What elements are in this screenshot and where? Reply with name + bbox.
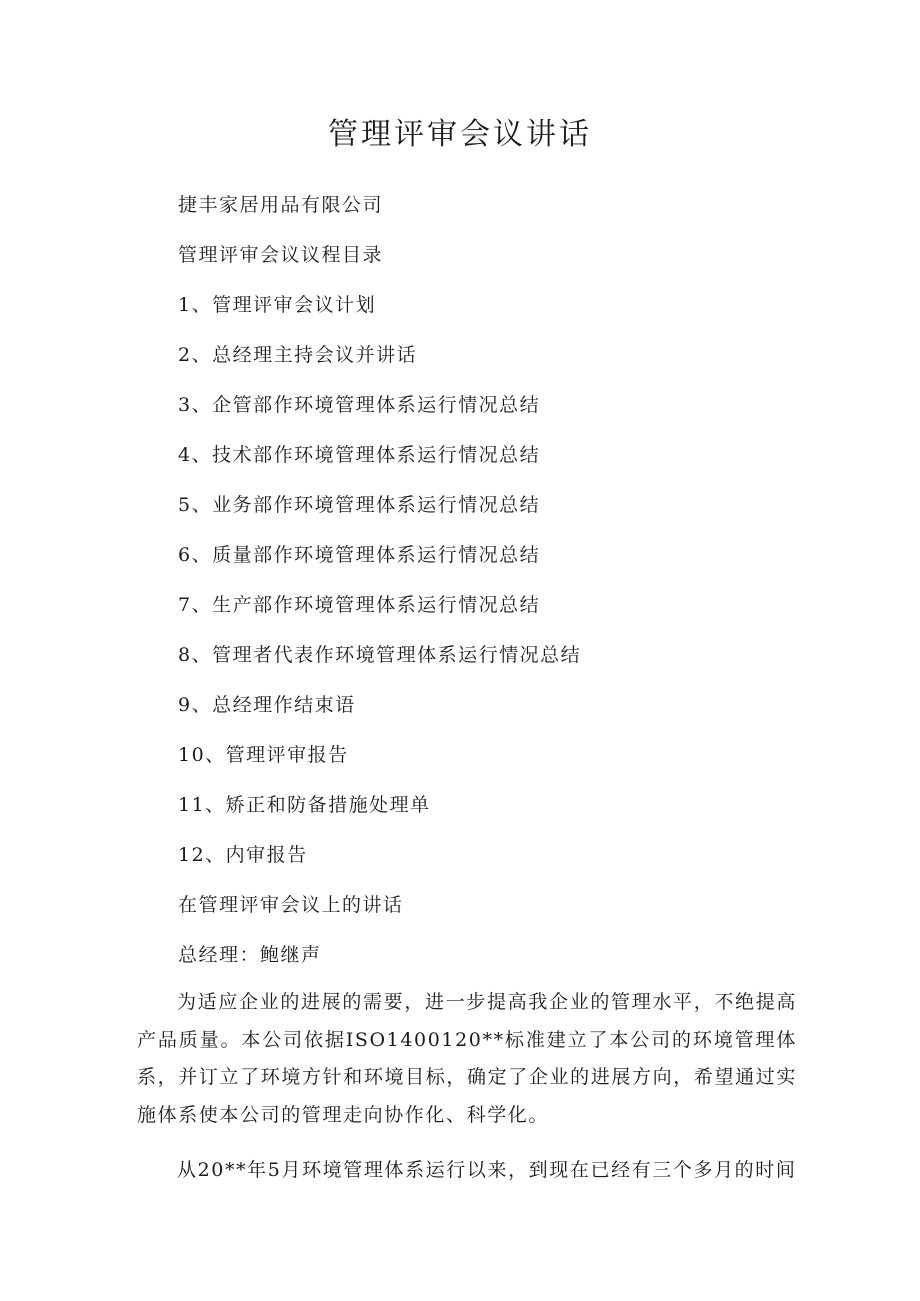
agenda-item: 5、业务部作环境管理体系运行情况总结 bbox=[178, 494, 541, 516]
agenda-item: 12、内审报告 bbox=[178, 844, 308, 866]
agenda-item: 4、技术部作环境管理体系运行情况总结 bbox=[178, 444, 541, 466]
agenda-item: 10、管理评审报告 bbox=[178, 744, 349, 766]
speaker-line: 总经理：鲍继声 bbox=[178, 944, 322, 966]
body-paragraph: 为适应企业的进展的需要，进一步提高我企业的管理水平，不绝提高产品质量。本公司依据ISO1400120**标准建立了本公司的环境管理体系，并订立了环境方针和环境目标，确定了企业的进展方向，希望通过实施体系使本公司的管理走向协作化、科学化。 bbox=[137, 991, 797, 1126]
agenda-item: 8、管理者代表作环境管理体系运行情况总结 bbox=[178, 644, 582, 666]
document-title: 管理评审会议讲话 bbox=[328, 117, 592, 152]
agenda-item: 2、总经理主持会议并讲话 bbox=[178, 344, 418, 366]
agenda-item: 1、管理评审会议计划 bbox=[178, 294, 377, 316]
agenda-item: 7、生产部作环境管理体系运行情况总结 bbox=[178, 594, 541, 616]
agenda-item: 9、总经理作结束语 bbox=[178, 694, 356, 716]
agenda-item: 3、企管部作环境管理体系运行情况总结 bbox=[178, 394, 541, 416]
agenda-item: 6、质量部作环境管理体系运行情况总结 bbox=[178, 544, 541, 566]
agenda-item: 11、矫正和防备措施处理单 bbox=[178, 794, 431, 816]
company-name: 捷丰家居用品有限公司 bbox=[178, 194, 384, 216]
body-paragraph: 从20**年5月环境管理体系运行以来，到现在已经有三个多月的时间 bbox=[177, 1159, 797, 1181]
speech-heading: 在管理评审会议上的讲话 bbox=[178, 894, 404, 916]
agenda-heading: 管理评审会议议程目录 bbox=[178, 244, 384, 266]
